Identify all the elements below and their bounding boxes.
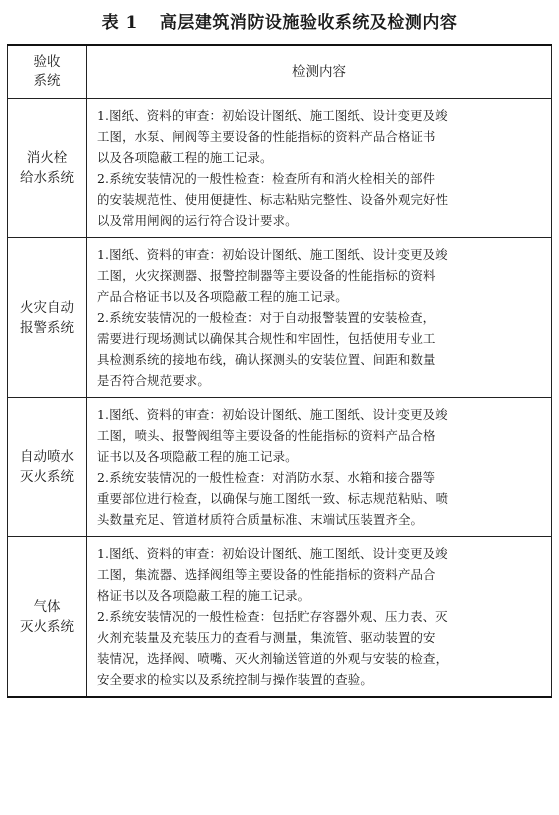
system-name-line: 给水系统 <box>20 170 74 186</box>
header-system-line: 系统 <box>33 73 61 89</box>
system-name-line: 自动喷水 <box>20 449 74 465</box>
table-caption <box>7 8 552 38</box>
header-content: 检测内容 <box>87 45 552 99</box>
inspection-content-cell <box>87 398 552 537</box>
inspection-text-line: 2.系统安装情况的一般性检查：包括贮存容器外观、压力表、灭 <box>97 609 448 624</box>
inspection-text-line: 以及常用闸阀的运行符合设计要求。 <box>97 213 298 228</box>
inspection-text-line: 火剂充装量及充装压力的查看与测量，集流管、驱动装置的安 <box>97 630 436 645</box>
system-name-line: 气体 <box>33 598 61 615</box>
system-name-cell <box>8 99 87 238</box>
inspection-text-line: 头数量充足、管道材质符合质量标准、末端试压装置齐全。 <box>97 512 424 527</box>
inspection-text-line: 2.系统安装情况的一般性检查：对消防水泵、水箱和接合器等 <box>97 470 436 485</box>
header-system-line: 验收 <box>33 54 61 70</box>
inspection-text-line: 2.系统安装情况的一般检查：对于自动报警装置的安装检查， <box>97 310 436 325</box>
table-row <box>8 537 552 698</box>
system-name-cell <box>8 537 87 698</box>
inspection-item <box>97 307 544 391</box>
table-row <box>8 238 552 398</box>
inspection-text-line: 具检测系统的接地布线，确认探测头的安装位置、间距和数量 <box>97 352 436 367</box>
table-header-row <box>8 45 552 99</box>
inspection-text-line: 需要进行现场测试以确保其合规性和牢固性，包括使用专业工 <box>97 331 436 346</box>
system-name-line: 灭火系统 <box>20 469 74 485</box>
inspection-item <box>97 168 544 231</box>
inspection-text-line: 工图，水泵、闸阀等主要设备的性能指标的资料产品合格证书 <box>97 129 436 144</box>
system-name-cell <box>8 398 87 537</box>
inspection-item <box>97 105 544 168</box>
inspection-text-line: 工图，喷头、报警阀组等主要设备的性能指标的资料产品合格 <box>97 428 436 443</box>
inspection-item <box>97 467 544 530</box>
system-name-cell <box>8 238 87 398</box>
system-name-line: 火灾自动 <box>20 299 74 316</box>
inspection-text-line: 1.图纸、资料的审查：初始设计图纸、施工图纸、设计变更及竣 <box>97 247 448 262</box>
table-body <box>8 99 552 698</box>
inspection-text-line: 1.图纸、资料的审查：初始设计图纸、施工图纸、设计变更及竣 <box>97 407 448 422</box>
inspection-text-line: 安全要求的检实以及系统控制与操作装置的查验。 <box>97 672 373 687</box>
table-row <box>8 99 552 238</box>
inspection-text-line: 工图，火灾探测器、报警控制器等主要设备的性能指标的资料 <box>97 268 436 283</box>
inspection-text-line: 的安装规范性、使用便捷性、标志粘贴完整性、设备外观完好性 <box>97 192 449 207</box>
inspection-item <box>97 244 544 307</box>
inspection-text-line: 是否符合规范要求。 <box>97 373 210 388</box>
inspection-text-line: 重要部位进行检查，以确保与施工图纸一致、标志规范粘贴、喷 <box>97 491 449 506</box>
inspection-text-line: 1.图纸、资料的审查：初始设计图纸、施工图纸、设计变更及竣 <box>97 546 448 561</box>
inspection-item <box>97 543 544 606</box>
inspection-text-line: 工图，集流器、选择阀组等主要设备的性能指标的资料产品合 <box>97 567 436 582</box>
inspection-content-cell <box>87 537 552 698</box>
table-caption-title: 高层建筑消防设施验收系统及检测内容 <box>159 13 458 33</box>
header-system <box>8 45 87 99</box>
inspection-content-cell <box>87 238 552 398</box>
system-name-line: 灭火系统 <box>20 618 74 635</box>
system-name-line: 消火栓 <box>26 150 68 166</box>
inspection-content-cell <box>87 99 552 238</box>
inspection-text-line: 2.系统安装情况的一般性检查：检查所有和消火栓相关的部件 <box>97 171 436 186</box>
inspection-table <box>7 44 552 698</box>
inspection-text-line: 证书以及各项隐蔽工程的施工记录。 <box>97 449 298 464</box>
table-caption-number: 表 1 <box>101 13 138 33</box>
table-row <box>8 398 552 537</box>
inspection-text-line: 产品合格证书以及各项隐蔽工程的施工记录。 <box>97 289 348 304</box>
inspection-item <box>97 606 544 690</box>
system-name-line: 报警系统 <box>20 319 74 336</box>
inspection-text-line: 以及各项隐蔽工程的施工记录。 <box>97 150 273 165</box>
inspection-text-line: 装情况，选择阀、喷嘴、灭火剂输送管道的外观与安装的检查， <box>97 651 449 666</box>
inspection-text-line: 1.图纸、资料的审查：初始设计图纸、施工图纸、设计变更及竣 <box>97 108 448 123</box>
inspection-item <box>97 404 544 467</box>
inspection-text-line: 格证书以及各项隐蔽工程的施工记录。 <box>97 588 311 603</box>
